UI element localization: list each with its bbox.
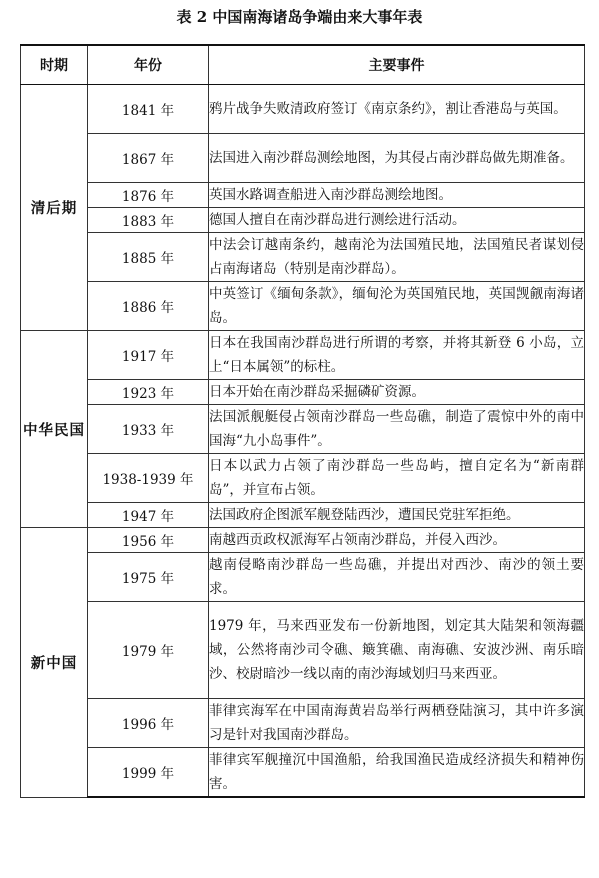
event-cell: 菲律宾军舰撞沉中国渔船，给我国渔民造成经济损失和精神伤害。 [209,748,585,798]
year-cell: 1883 年 [88,208,209,233]
table-row [21,748,585,798]
year-cell: 1867 年 [88,134,209,183]
event-cell: 南越西贡政权派海军占领南沙群岛，并侵入西沙。 [209,528,585,553]
table-title: 表 2 中国南海诸岛争端由来大事年表 [176,8,423,26]
table-row [21,553,585,602]
header-row [21,45,585,85]
header-period: 时期 [21,45,88,85]
table-body [21,85,585,798]
table-row [21,454,585,503]
table-row [21,503,585,528]
table-row [21,380,585,405]
event-cell: 越南侵略南沙群岛一些岛礁，并提出对西沙、南沙的领土要求。 [209,553,585,602]
table-row [21,331,585,380]
period-cell: 新中国 [21,528,88,798]
table-row [21,602,585,699]
event-cell: 法国派舰艇侵占领南沙群岛一些岛礁，制造了震惊中外的南中国海“九小岛事件”。 [209,405,585,454]
event-cell: 日本以武力占领了南沙群岛一些岛屿，擅自定名为“新南群岛”，并宣布占领。 [209,454,585,503]
event-cell: 德国人擅自在南沙群岛进行测绘进行活动。 [209,208,585,233]
year-cell: 1956 年 [88,528,209,553]
year-cell: 1996 年 [88,699,209,748]
event-cell: 日本开始在南沙群岛采掘磷矿资源。 [209,380,585,405]
year-cell: 1885 年 [88,233,209,282]
period-cell: 中华民国 [21,331,88,528]
table-row [21,85,585,134]
year-cell: 1933 年 [88,405,209,454]
period-cell: 清后期 [21,85,88,331]
table-row [21,699,585,748]
table-row [21,282,585,331]
year-cell: 1923 年 [88,380,209,405]
year-cell: 1979 年 [88,602,209,699]
table-row [21,233,585,282]
table-row [21,183,585,208]
chronology-table [20,44,585,798]
year-cell: 1947 年 [88,503,209,528]
year-cell: 1975 年 [88,553,209,602]
event-cell: 英国水路调查船进入南沙群岛测绘地图。 [209,183,585,208]
event-cell: 法国进入南沙群岛测绘地图，为其侵占南沙群岛做先期准备。 [209,134,585,183]
event-cell: 鸦片战争失败清政府签订《南京条约》，割让香港岛与英国。 [209,85,585,134]
event-cell: 中法会订越南条约，越南沦为法国殖民地，法国殖民者谋划侵占南海诸岛（特别是南沙群岛）。 [209,233,585,282]
table-row [21,208,585,233]
event-cell: 法国政府企图派军舰登陆西沙，遭国民党驻军拒绝。 [209,503,585,528]
year-cell: 1876 年 [88,183,209,208]
header-year: 年份 [88,45,209,85]
year-cell: 1841 年 [88,85,209,134]
table-row [21,134,585,183]
event-cell: 中英签订《缅甸条款》，缅甸沦为英国殖民地，英国觊觎南海诸岛。 [209,282,585,331]
year-cell: 1886 年 [88,282,209,331]
event-cell: 菲律宾海军在中国南海黄岩岛举行两栖登陆演习，其中许多演习是针对我国南沙群岛。 [209,699,585,748]
table-row [21,528,585,553]
year-cell: 1917 年 [88,331,209,380]
event-cell: 日本在我国南沙群岛进行所谓的考察，并将其新登 6 小岛，立上“日本属领”的标柱。 [209,331,585,380]
year-cell: 1938-1939 年 [88,454,209,503]
year-cell: 1999 年 [88,748,209,798]
table-row [21,405,585,454]
event-cell: 1979 年，马来西亚发布一份新地图，划定其大陆架和领海疆域，公然将南沙司令礁、簸箕礁、南海礁、安波沙洲、南乐暗沙、校尉暗沙一线以南的南沙海域划归马来西亚。 [209,602,585,699]
header-event: 主要事件 [209,45,585,85]
